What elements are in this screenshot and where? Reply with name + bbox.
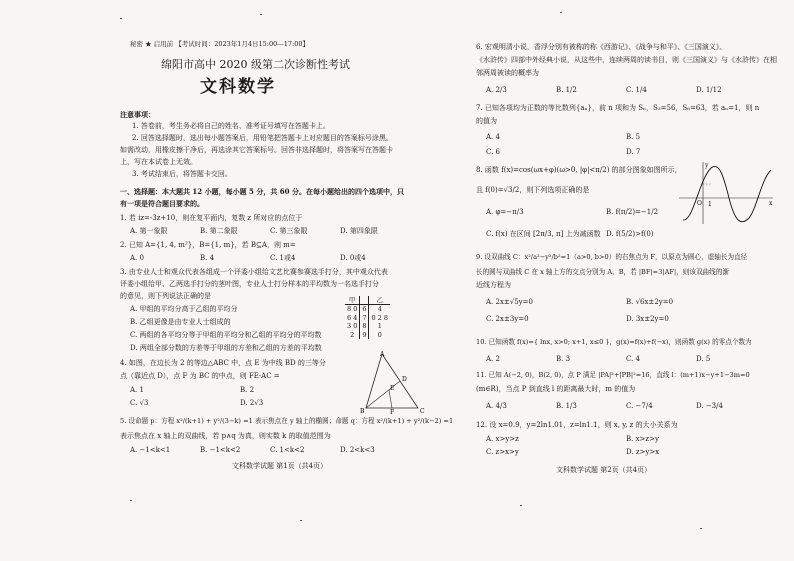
scan-speck — [300, 520, 302, 521]
option: C. 1<k<2 — [270, 446, 305, 454]
question-stem: 表示焦点在 x 轴上的双曲线，若 p∧q 为真，则实数 k 的取值范围为 — [120, 432, 331, 440]
question-stem: 4. 如图，在边长为 2 的等边△ABC 中，点 E 为中线 BD 的三等分 — [120, 359, 326, 367]
fig-label: F — [390, 409, 395, 414]
option: C. 两组的各平均分等于甲组的平均分和乙组的平均分的平均数 — [130, 331, 322, 339]
note-line: 1. 答卷前，考生务必将自己的姓名、准考证号填写在答题卡上。 — [132, 122, 330, 130]
question-stem: 长的圆与双曲线 C 在 x 轴上方的交点分别为 A、B，若 |BF|=3|AF|，则该双曲线的渐 — [476, 268, 729, 276]
exam-header: 秘密 ★ 启用前 【考试时间：2023年1月4日15:00—17:00】 — [130, 40, 309, 48]
option: C. z>x>y — [486, 448, 519, 456]
question-stem: 6. 宏观明清小说，香浮分别有被称的称《西游记》、《战争与和平》、《三国演义》、 — [476, 43, 727, 51]
notes-title: 注意事项： — [120, 110, 155, 119]
fig-label: A — [380, 351, 385, 358]
option: D. 7 — [626, 148, 641, 156]
stem-leaf-cell: 0 — [377, 330, 382, 339]
stem-leaf-cell: 0 2 8 — [371, 313, 389, 322]
option: C. 6 — [486, 148, 501, 156]
exam-page-right — [430, 0, 794, 561]
scan-speck — [520, 505, 522, 506]
option: B. 4 — [200, 254, 215, 262]
question-stem: 邻两周被读的概率为 — [476, 69, 539, 77]
option: A. 甲组的平均分高于乙组的平均分 — [130, 305, 238, 313]
option: D. 1/12 — [696, 86, 722, 94]
question-stem: 1. 若 iz=-3z+10，则在复平面内，复数 z 所对应的点位于 — [120, 214, 303, 222]
option: A. 0 — [130, 254, 144, 262]
option: B. x>z>y — [626, 435, 659, 443]
triangle-figure — [360, 350, 430, 414]
stem-leaf-header — [360, 296, 369, 305]
fig-label: C — [420, 408, 425, 414]
scan-speck — [130, 500, 132, 501]
option: A. 1 — [130, 386, 144, 394]
page-footer: 文科数学试题 第1页（共4页） — [232, 462, 328, 470]
option: B. 3 — [556, 355, 571, 363]
option: A. x>y>z — [486, 435, 519, 443]
option: C. 2x±3y=0 — [486, 315, 529, 323]
option: D. 第四象限 — [340, 227, 378, 235]
option: D. z>y>x — [626, 448, 660, 456]
question-stem: 10. 已知函数 f(x)={ lnx, x>0; x+1, x≤0 }，g(x)=f(x)+f(−x)，则函数 g(x) 的零点个数为 — [476, 338, 752, 346]
scan-speck — [260, 14, 262, 15]
note-line: 2. 回答选择题时，选出每小题答案后，用铅笔把答题卡上对应题目的答案标号涂黑。 — [132, 134, 393, 142]
option: C. 1或4 — [270, 254, 296, 262]
section-heading: 有一项是符合题目要求的。 — [120, 199, 204, 208]
option: D. 两组全部分数的方差等于甲组的方差和乙组的方差的平均数 — [130, 344, 322, 352]
question-stem: 8. 函数 f(x)=cos(ωx+φ)(ω>0, |φ|<π/2) 的部分图象如图所示， — [476, 166, 682, 174]
option: D. 2√3 — [240, 399, 264, 407]
option: D. f(5/2)>f(0) — [606, 230, 654, 238]
stem-leaf-header: 甲 — [345, 296, 360, 305]
stem-leaf-cell: 3 0 — [347, 322, 358, 331]
option: D. 3x±2y=0 — [626, 315, 669, 323]
option: B. 1/3 — [556, 402, 577, 410]
option: D. −3/4 — [696, 402, 723, 410]
question-stem: 7. 已知各项均为正数的等比数列{aₙ}，前 n 项和为 Sₙ，S₃=56，S₆=63，若 aₙ=1，则 n — [476, 104, 760, 112]
option: B. 2 — [240, 386, 255, 394]
question-stem: 近线方程为 — [476, 281, 511, 289]
question-stem: 12. 设 x=0.9，y=2ln1.01，z=ln1.1，则 x, y, z 的大小关系为 — [476, 421, 678, 429]
stem-leaf-cell: 1 — [377, 322, 382, 331]
option: C. −7/4 — [626, 402, 653, 410]
stem-leaf-plot — [345, 296, 390, 339]
question-stem: 评委小组给甲、乙两选手打分的茎叶图，专业人士打分样本的平均数为一名选手打分 — [120, 280, 379, 288]
option: C. √3 — [130, 399, 149, 407]
question-stem: 的值为 — [476, 117, 497, 125]
option: D. 5 — [696, 355, 711, 363]
question-stem: 2. 已知 A={1, 4, m²}，B={1, m}，若 B⊆A，则 m= — [120, 241, 296, 249]
question-stem: 11. 已知 A(−2, 0)，B(2, 0)，点 P 满足 |PA|²+|PB|²=16，直线 l：(m+1)x−y+1−3m=0 — [476, 371, 750, 379]
stem-leaf-cell: 2 — [350, 330, 355, 339]
option: C. f(x) 在区间 [2π/3, π] 上为减函数 — [486, 230, 601, 238]
axis-label: O — [697, 200, 702, 207]
option: C. 1/4 — [626, 86, 647, 94]
option: B. 5 — [626, 133, 641, 141]
note-line: 3. 考试结束后，将答题卡交回。 — [132, 170, 232, 178]
question-stem: 5. 设命题 p：方程 x²/(k+1) + y²/(3−k) =1 表示焦点在 y 轴上的椭圆；命题 q：方程 x²/(k+1) + y²/(k−2) =1 — [120, 417, 454, 425]
option: A. φ=−π/3 — [486, 208, 524, 216]
option: D. 0或4 — [340, 254, 366, 262]
exam-title: 绵阳市高中 2020 级第二次诊断性考试 — [161, 58, 350, 71]
option: B. 1/2 — [556, 86, 577, 94]
subject-title: 文科数学 — [200, 77, 276, 97]
option: A. 4 — [486, 133, 500, 141]
question-stem: 9. 设双曲线 C：x²/a²−y²/b²=1（a>0, b>0）的右焦点为 F，以原点为圆心，虚轴长为直径 — [476, 253, 748, 261]
page-footer: 文科数学试题 第2页（共4页） — [556, 466, 652, 474]
stem-leaf-cell: 6 — [360, 305, 369, 314]
stem-leaf-cell: 4 — [377, 305, 382, 314]
note-line: 上，写在本试卷上无效。 — [120, 158, 197, 166]
axis-label: x — [769, 200, 773, 207]
option: A. −1<k<1 — [130, 446, 171, 454]
option: A. 2 — [486, 355, 500, 363]
stem-leaf-cell: 6 4 — [347, 313, 358, 322]
scan-speck — [700, 528, 702, 529]
option: A. 第一象限 — [130, 227, 168, 235]
fig-label: D — [402, 376, 407, 383]
scan-speck — [120, 18, 122, 19]
option: A. 2x±√5y=0 — [486, 298, 533, 306]
option: B. f(π/2)=−1/2 — [606, 208, 659, 216]
note-line: 如需改动，用橡皮擦干净后，再选涂其它答案标号。回答非选择题时，将答案写在答题卡 — [120, 146, 393, 154]
question-stem: 3. 由专业人士和观众代表各组成一个评委小组给文艺比赛参赛选手打分，其中观众代表 — [120, 268, 388, 276]
option: B. 乙组更像是由专业人士组成的 — [130, 318, 231, 326]
option: A. 4/3 — [486, 402, 507, 410]
stem-leaf-header: 乙 — [369, 296, 390, 305]
question-stem: 的意见，则下列说法正确的是 — [120, 292, 211, 300]
stem-leaf-cell: 9 — [360, 331, 369, 339]
section-heading: 一、选择题：本大题共 12 小题，每小题 5 分，共 60 分。在每小题给出的四个选项中，只 — [120, 187, 404, 196]
question-stem: 且 f(0)=√3/2，则下列选项正确的是 — [476, 186, 590, 194]
axis-label: 1 — [708, 201, 712, 208]
question-stem: 点（靠近点 D），点 F 为 BC 的中点，则 FE·AC = — [120, 372, 280, 380]
option: B. −1<k<2 — [200, 446, 241, 454]
cosine-graph — [675, 160, 775, 226]
option: B. √6x±2y=0 — [626, 298, 674, 306]
stem-leaf-cell: 7 — [360, 314, 369, 322]
option: A. 2/3 — [486, 86, 507, 94]
option: C. 第三象限 — [270, 227, 308, 235]
question-stem: (m∈R)，当点 P 到直线 l 的距离最大时，m 的值为 — [476, 385, 636, 393]
scan-speck — [560, 12, 562, 13]
axis-label: y — [705, 162, 709, 169]
option: D. 2<k<3 — [340, 446, 375, 454]
stem-leaf-cell: 8 — [360, 322, 369, 330]
question-stem: 《水浒传》四部中外经典小说，从这些中，连续两周的读书目，则《三国演义》与《水浒传》在相 — [476, 56, 777, 64]
fig-label: E — [390, 385, 395, 392]
stem-leaf-cell: 8 0 — [347, 305, 358, 314]
option: C. 4 — [626, 355, 641, 363]
option: B. 第二象限 — [200, 227, 238, 235]
fig-label: B — [360, 408, 365, 414]
